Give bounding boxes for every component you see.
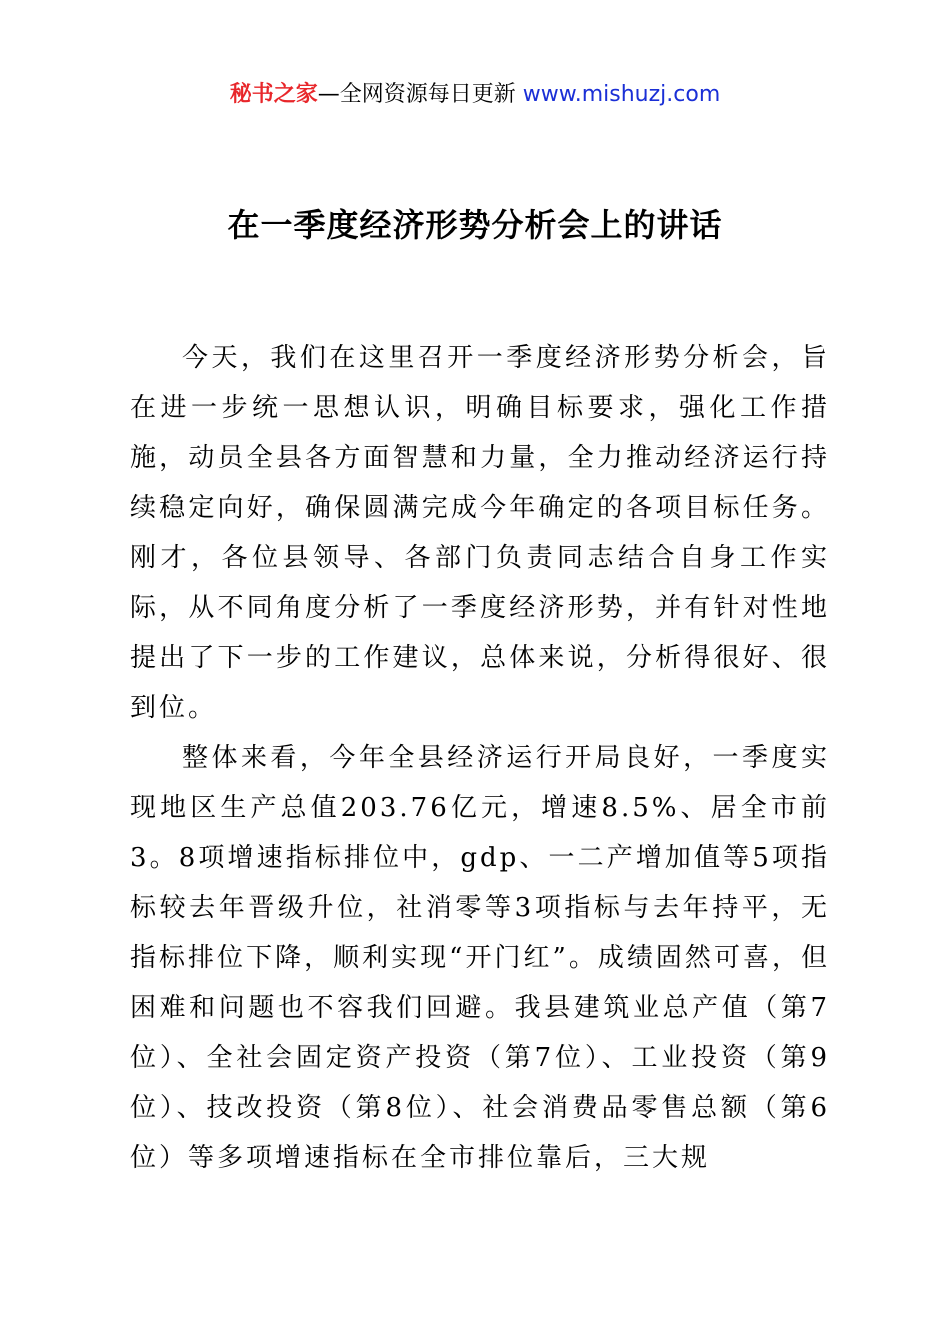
body-paragraph: 今天，我们在这里召开一季度经济形势分析会，旨在进一步统一思想认识，明确目标要求，强化工作措施，动员全县各方面智慧和力量，全力推动经济运行持续稳定向好，确保圆满完成今年确定的各项目标任务。刚才，各位县领导、各部门负责同志结合自身工作实际，从不同角度分析了一季度经济形势，并有针对性地提出了下一步的工作建议，总体来说，分析得很好、很到位。 <box>130 343 830 723</box>
document-title: 在一季度经济形势分析会上的讲话 <box>227 206 723 244</box>
site-slogan: —全网资源每日更新 <box>317 82 523 107</box>
site-header <box>0 78 950 112</box>
body-paragraph: 整体来看，今年全县经济运行开局良好，一季度实现地区生产总值203.76亿元，增速8.5%、居全市前3。8项增速指标排位中，gdp、一二产增加值等5项指标较去年晋级升位，社消零等3项指标与去年持平，无指标排位下降，顺利实现“开门红”。成绩固然可喜，但困难和问题也不容我们回避。我县建筑业总产值（第7位）、全社会固定资产投资（第7位）、工业投资（第9位）、技改投资（第8位）、社会消费品零售总额（第6位）等多项增速指标在全市排位靠后，三大规 <box>130 743 830 1173</box>
site-brand: 秘书之家 <box>229 82 318 107</box>
document-body <box>130 333 830 1183</box>
site-url-link[interactable]: www.mishuzj.com <box>522 82 721 107</box>
